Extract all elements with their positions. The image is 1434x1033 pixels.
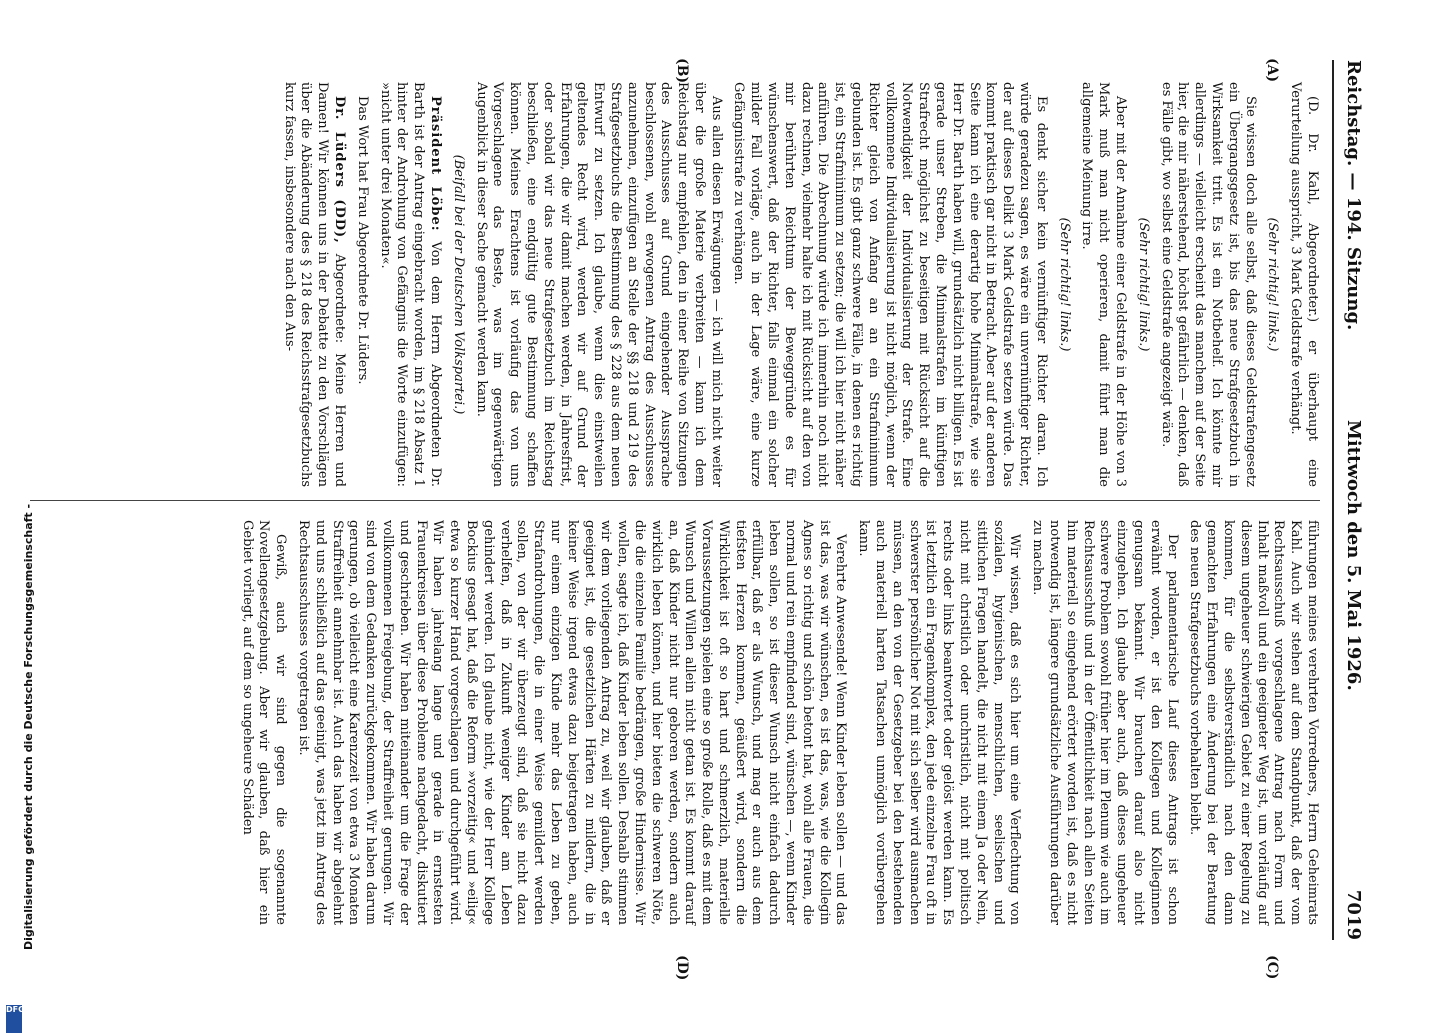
body-paragraph: Aus allen diesen Erwägungen — ich will mich nicht weiter über die große Materie verbreiten — kann ich dem Reichstag nur empfehlen, den in einer Reihe von Sitzungen des Ausschusses auf Grund eingehender Aussprache beschlossenen, wohl erwogenen Antrag des Ausschusses anzunehmen, einzufügen an Stelle der §§ 218 und 219 des Strafgesetzbuchs die Bestimmung des § 228 aus dem neuen Entwurf zu setzen. Ich glaube, wenn dies einstweilen geltendes Recht wird, werden wir auf Grund der Erfahrungen, die wir damit machen werden, in Jahresfrist, oder sobald wir das neue Strafgesetzbuch im Reichstag beschließen, eine endgültig gute Bestimmung schaffen können. Meines Erachtens ist vorläufig das von uns Vorgeschlagene das Beste, was im gegenwärtigen Augenblick in dieser Sache gemacht werden kann.: [473, 82, 724, 487]
digitization-footer: [2, 40, 35, 1014]
margin-marker-c: (C): [1264, 955, 1280, 980]
interjection: (Sehr richtig! links.): [1265, 217, 1281, 352]
body-paragraph: Das Wort hat Frau Abgeordnete Dr. Lüders.: [354, 96, 370, 385]
body-paragraph: führungen meines verehrten Vorredners, Herrn Geheimrats Kahl. Auch wir stehen auf dem Standpunkt, daß der vom Rechtsausschuß vorgeschlagene Antrag nach Form und Inhalt maßvoll und ein geeigneter Weg ist, um vorläufig auf diesem ungeheuer schwierigen Gebiet zu einer Regelung zu kommen, für die selbstverständlich nach den dann gemachten Erfahrungen eine Änderung bei der Beratung des neuen Strafgesetzbuchs vorbehalten bleibt.: [1187, 520, 1320, 925]
interjection: (Sehr richtig! links.): [1056, 217, 1072, 352]
speaker-paragraph: [376, 82, 443, 487]
body-paragraph: (D. Dr. Kahl, Abgeordneter.) er überhaupt eine Verurteilung ausspricht, 3 Mark Geldstrafe verhängt.: [1288, 82, 1320, 487]
body-paragraph: Gewiß, auch wir sind gegen die sogenannte Novellengesetzgebung. Aber wir glauben, daß hier ein Gebiet vorliegt, auf dem so ungeheure Schäden: [239, 520, 289, 925]
speaker-name: Präsident Löbe:: [427, 96, 443, 232]
dfg-logo: [6, 1005, 25, 1033]
margin-marker-a: (A): [1264, 58, 1280, 83]
column-divider: [30, 500, 1320, 501]
body-paragraph: Aber mit der Annahme einer Geldstrafe in der Höhe von 3 Mark muß man nicht operieren, damit führt man die allgemeine Meinung irre.: [1079, 82, 1129, 487]
speech-text: Abgeordnete: Meine Herren und Damen! Wir können uns in der Debatte zu den Vorschlägen über die Abänderung des § 218 des Reichsstrafgesetzbuchs kurz fassen, insbesondere nach den Aus-: [281, 82, 347, 487]
body-paragraph: Wir wissen, daß es sich hier um eine Verflechtung von sozialen, hygienischen, menschlichen, seelischen und sittlichen Fragen handelt, die nicht mit einem Ja oder Nein, nicht mit christlich oder unchristlich, nicht mit politisch rechts oder links beantwortet oder gelöst werden kann. Es ist letztlich ein Fragenkomplex, den jede einzelne Frau oft in schwerster persönlicher Not mit sich selber wird ausmachen müssen, an den von der Gesetzgeber bei den bestehenden auch materiell harten Tatsachen unmöglich vorübergehen kann.: [856, 520, 1023, 925]
left-column: [20, 82, 1320, 487]
header-rule: [1332, 60, 1334, 940]
speech-text: Von dem Herrn Abgeordneten Dr. Barth ist der Antrag eingebracht worden, im § 218 Absatz 1 hinter der Androhung von Gefängnis die Worte einzufügen: »nicht unter drei Monaten«.: [377, 82, 443, 487]
speaker-paragraph: [280, 82, 347, 487]
header-session: Reichstag. — 194. Sitzung.: [1343, 60, 1364, 331]
running-header: [1334, 60, 1364, 940]
body-paragraph: Es denkt sicher kein vernünftiger Richter daran. Ich würde geradezu sagen, es wäre ein unvernünftiger Richter, der auf dieses Delikt 3 Mark Geldstrafe setzen würde. Das kommt praktisch gar nicht in Betracht. Aber auf der anderen Seite kann ich eine derartig hohe Minimalstrafe, wie sie Herr Dr. Barth haben will, grundsätzlich nicht billigen. Es ist gerade unser Streben, die Minimalstrafen im künftigen Strafrecht möglichst zu beseitigen mit Rücksicht auf die Notwendigkeit der Individualisierung der Strafe. Eine vollkommene Individualisierung ist nicht möglich, wenn der Richter gleich von Anfang an an ein Strafminimum gebunden ist. Es gibt ganz schwere Fälle, in denen es richtig ist, ein Strafminimum zu setzen; die will ich hier nicht näher anführen. Die Abrechnung würde ich immerhin noch nicht dazu rechnen, vielmehr halte ich mit Rücksicht auf den von mir berührten Reichtum der Beweggründe es für wünschenswert, daß der Richter, falls einmal ein solcher milder Fall vorläge, auch in der Lage wäre, eine kurze Gefängnisstrafe zu verhängen.: [731, 82, 1049, 487]
body-paragraph: Der parlamentarische Lauf dieses Antrags ist schon erwähnt worden, er ist den Kollegen und Kolleginnen genugsam bekannt. Wir brauchen darauf also nicht einzugehen. Ich glaube aber auch, daß dieses ungeheuer schwere Problem sowohl früher hier im Plenum wie auch im Rechtsausschuß und in der Öffentlichkeit nach allen Seiten hin materiell so eingehend erörtert worden ist, daß es nicht notwendig ist, längere grundsätzliche Ausführungen darüber zu machen.: [1030, 520, 1180, 925]
speaker-name: Dr. Lüders (DD),: [331, 96, 347, 244]
interjection: (Beifall bei der Deutschen Volkspartei.): [450, 154, 466, 415]
margin-marker-d: (D): [674, 955, 690, 981]
footer-credit: Digitalisierung gefördert durch die Deutsche Forschungsgemeinschaft -: [22, 503, 35, 950]
header-date: Mittwoch den 5. Mai 1926.: [1343, 420, 1364, 691]
page-number: 7019: [1343, 889, 1364, 940]
body-paragraph: Verehrte Anwesende! Wenn Kinder leben sollen — und das ist das, was wir wünschen, es ist das, was, wie die Kollegin Agnes so richtig und schön betont hat, wohl alle Frauen, die normal und rein empfindend sind, wünschen —, wenn Kinder leben sollen, so ist dieser Wunsch nicht einfach dadurch erfüllbar, daß er als Wunsch, und mag er auch aus dem tiefsten Herzen kommen, geäußert wird, sondern die Wirklichkeit ist oft so hart und schmerzlich, materielle Voraussetzungen spielen eine so große Rolle, daß es mit dem Wunsch und Willen allein nicht getan ist. Es kommt darauf an, daß Kinder nicht nur geboren werden, sondern auch wirklich leben können, und hier bieten die schweren Nöte, die die einzelne Familie bedrängen, große Hindernisse. Wir wollen, sagte ich, daß Kinder leben sollen. Deshalb stimmen wir dem vorliegenden Antrag zu, weil wir glauben, daß er geeignet ist, die gesetzlichen Härten zu mildern, die in keiner Weise irgend etwas dazu beigetragen haben, auch nur einem einzigen Kinde mehr das Leben zu geben, Strafandrohungen, die in einer Weise gemildert werden sollen, von der wir überzeugt sind, daß sie nicht dazu verhelfen, daß in Zukunft weniger Kinder am Leben gehindert werden. Ich glaube nicht, wie der Herr Kollege Bockius gesagt hat, daß die Reform »vorzeitig« und »eilig« etwa so kurzer Hand vorgeschlagen und durchgeführt wird. Wir haben jahrelang lange und gerade in ernstesten Frauenkreisen über diese Probleme nachgedacht, diskutiert und geschrieben. Wir haben miteinander um die Frage der vollkommenen Freigebung, der Straffreiheit gerungen. Wir sind von dem Gedanken zurückgekommen. Wir haben darum gerungen, ob vielleicht eine Karenzzeit von etwa 3 Monaten Straffreiheit annehmbar ist. Auch das haben wir abgelehnt und uns schließlich auf das geeinigt, was jetzt im Antrag des Rechtsausschusses vorgetragen ist.: [295, 520, 849, 925]
dfg-logo-text: DFG: [6, 1005, 25, 1014]
body-paragraph: Sie wissen doch alle selbst, daß dieses Geldstrafengesetz ein Übergangsgesetz ist, bis das neue Strafgesetzbuch in Wirksamkeit tritt. Es ist ein Notbehelf. Ich könnte mir allerdings — vielleicht erscheint das manchem auf der Seite hier, die mir näherstehend, höchst gefährlich — denken, daß es Fälle gibt, wo selbst eine Geldstrafe angezeigt wäre.: [1158, 82, 1258, 487]
right-column: [20, 520, 1320, 925]
interjection: (Sehr richtig! links.): [1135, 217, 1151, 352]
margin-marker-b: (B): [674, 58, 690, 84]
